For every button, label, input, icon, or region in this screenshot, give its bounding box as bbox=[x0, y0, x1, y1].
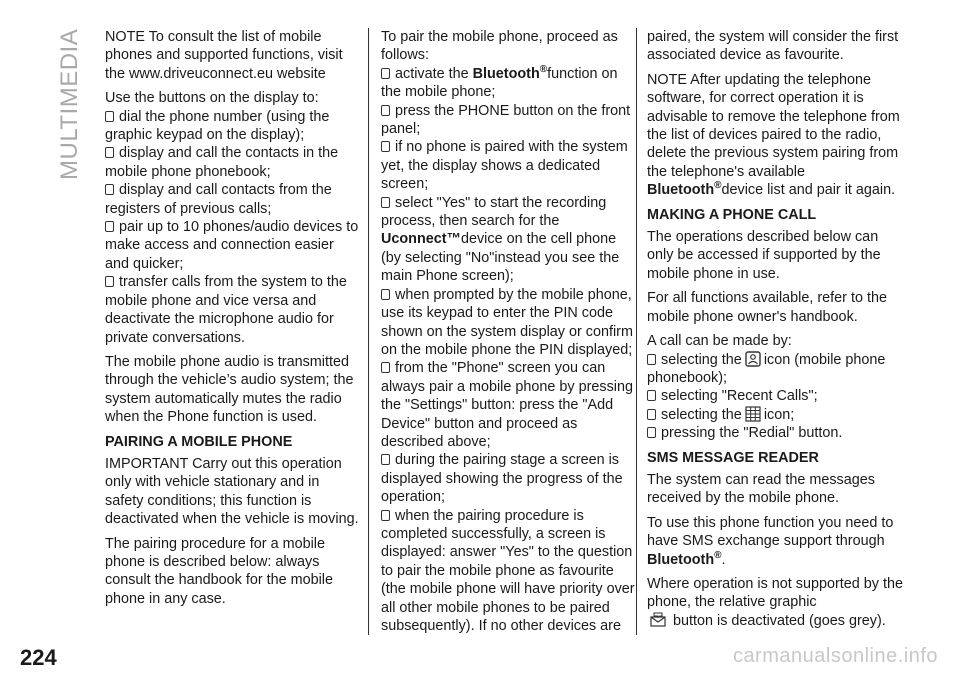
column-2 bbox=[381, 28, 635, 635]
sms-paragraph-1: The system can read the messages received by the mobile phone. bbox=[647, 471, 875, 507]
audio-paragraph: The mobile phone audio is transmitted through the vehicle’s audio system; the system automatically mutes the radio when the Phone function is used. bbox=[105, 353, 354, 426]
list-item: dial the phone number (using the graphic keypad on the display); bbox=[105, 108, 330, 144]
list-item: pressing the "Redial" button. bbox=[647, 424, 903, 442]
list-item: select "Yes" to start the recording process, then search for the Uconnect™device on the cell phone (by selecting "No"instead you see the main Phone screen); bbox=[381, 194, 620, 285]
list-item: press the PHONE button on the front panel; bbox=[381, 102, 631, 138]
heading-pairing: PAIRING A MOBILE PHONE bbox=[105, 433, 293, 450]
watermark: carmanualsonline.info bbox=[732, 645, 938, 667]
checkbox-bullet-icon bbox=[105, 111, 114, 122]
section-title: MULTIMEDIA bbox=[56, 28, 83, 180]
checkbox-bullet-icon bbox=[647, 354, 656, 365]
call-paragraph-1: The operations described below can only be accessed if supported by the mobile phone in use. bbox=[647, 229, 881, 282]
list-item: if no phone is paired with the system yet, the display shows a dedicated screen; bbox=[381, 139, 628, 193]
checkbox-bullet-icon bbox=[105, 184, 114, 195]
list-item: when prompted by the mobile phone, use its keypad to enter the PIN code shown on the system display or confirm on the mobile phone the PIN displayed; bbox=[381, 286, 633, 358]
checkbox-bullet-icon bbox=[381, 510, 390, 521]
pairing-intro: To pair the mobile phone, proceed as follows: bbox=[381, 29, 618, 64]
note-website: NOTE To consult the list of mobile phones and supported functions, visit the www.driveuconnect.eu website bbox=[105, 29, 343, 82]
list-item: selecting the icon; bbox=[647, 406, 903, 424]
heading-call: MAKING A PHONE CALL bbox=[647, 206, 817, 223]
list-item: during the pairing stage a screen is displayed showing the progress of the operation; bbox=[381, 452, 623, 506]
list-item: when the pairing procedure is completed successfully, a screen is displayed: answer "Yes" to the question to pair the mobile phone as favourite (the mobile phone will have priority over all other mobile phones to be paired subsequently). If no other devices are bbox=[381, 507, 635, 634]
list-item: pair up to 10 phones/audio devices to make access and connection easier and quicker; bbox=[105, 219, 359, 272]
sms-paragraph-2: To use this phone function you need to have SMS exchange support through Bluetooth®. bbox=[647, 514, 894, 568]
checkbox-bullet-icon bbox=[381, 141, 390, 152]
column-divider bbox=[636, 28, 637, 635]
checkbox-bullet-icon bbox=[647, 409, 656, 420]
call-intro: A call can be made by: bbox=[647, 333, 792, 350]
checkbox-bullet-icon bbox=[381, 289, 390, 300]
checkbox-bullet-icon bbox=[381, 68, 390, 79]
buttons-intro: Use the buttons on the display to: bbox=[105, 90, 319, 107]
column-1 bbox=[105, 28, 359, 614]
checkbox-bullet-icon bbox=[647, 390, 656, 401]
list-item: display and call the contacts in the mobile phone phonebook; bbox=[105, 145, 339, 180]
note-update: NOTE After updating the telephone software, for correct operation it is advisable to remove the telephone from the list of devices paired to the radio, delete the previous system pairing from the telephone's available Bluetooth®device list and pair it again. bbox=[647, 71, 900, 199]
checkbox-bullet-icon bbox=[105, 276, 114, 287]
checkbox-bullet-icon bbox=[105, 147, 114, 158]
list-item: activate the Bluetooth®function on the mobile phone; bbox=[381, 64, 618, 101]
phonebook-icon bbox=[744, 351, 762, 367]
list-item: display and call contacts from the registers of previous calls; bbox=[105, 182, 332, 217]
heading-sms: SMS MESSAGE READER bbox=[647, 449, 819, 466]
checkbox-bullet-icon bbox=[105, 221, 114, 232]
checkbox-bullet-icon bbox=[381, 105, 390, 116]
checkbox-bullet-icon bbox=[381, 362, 390, 373]
list-item: selecting the icon (mobile phone phonebook); bbox=[647, 351, 886, 386]
list-item: transfer calls from the system to the mobile phone and vice versa and deactivate the microphone audio for private conversations. bbox=[105, 274, 347, 346]
section-label bbox=[56, 30, 86, 180]
column-3 bbox=[647, 28, 903, 636]
checkbox-bullet-icon bbox=[381, 197, 390, 208]
sms-paragraph-3: Where operation is not supported by the phone, the relative graphic button is deactivated (goes grey). bbox=[647, 575, 903, 629]
keypad-icon bbox=[744, 406, 762, 422]
sms-icon bbox=[649, 612, 667, 628]
pairing-paragraph: The pairing procedure for a mobile phone is described below: always consult the handbook for the mobile phone in any case. bbox=[105, 535, 334, 607]
list-item: selecting "Recent Calls"; bbox=[647, 387, 903, 405]
page-number: 224 bbox=[20, 645, 57, 670]
checkbox-bullet-icon bbox=[647, 427, 656, 438]
favourite-continuation: paired, the system will consider the first associated device as favourite. bbox=[647, 29, 899, 64]
column-divider bbox=[368, 28, 369, 635]
checkbox-bullet-icon bbox=[381, 454, 390, 465]
list-item: from the "Phone" screen you can always pair a mobile phone by pressing the "Settings" button: press the "Add Device" button and proceed as described above; bbox=[381, 360, 633, 450]
call-paragraph-2: For all functions available, refer to the mobile phone owner's handbook. bbox=[647, 290, 887, 325]
important-note: IMPORTANT Carry out this operation only with vehicle stationary and in safety conditions; this function is deactivated when the vehicle is moving. bbox=[105, 455, 359, 528]
